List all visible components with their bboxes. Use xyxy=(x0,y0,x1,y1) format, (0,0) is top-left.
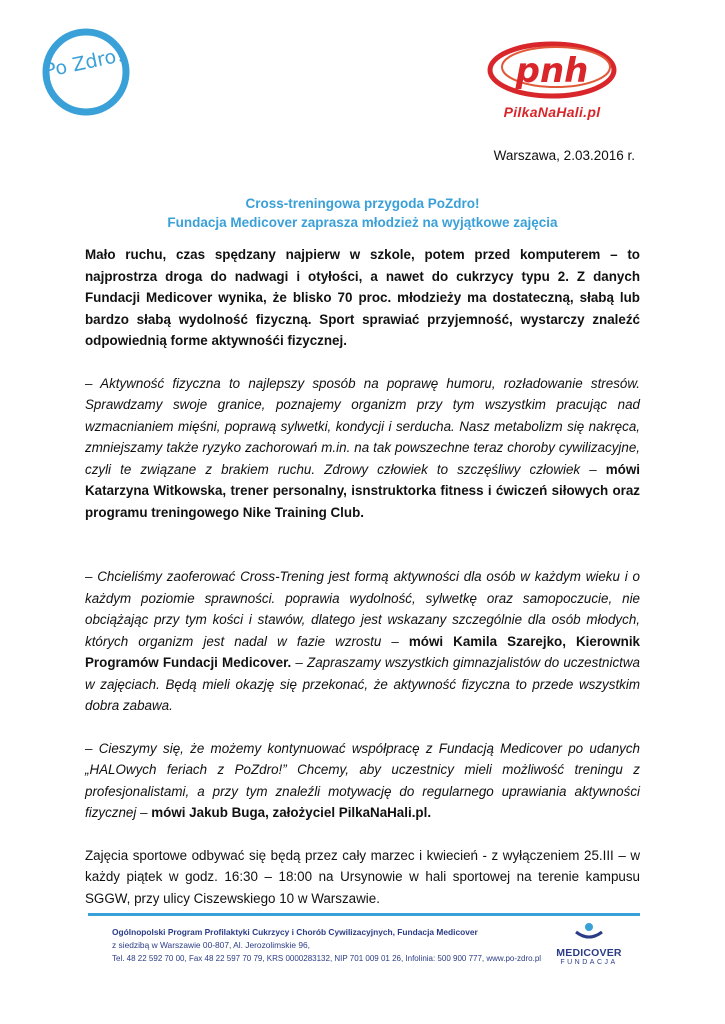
quote-3-text: – Cieszymy się, że możemy kontynuować współpracę z Fundacją Medicover po udanych „HALOwych feriach z PoZdro!” Chcemy, aby uczestnicy mieli możliwość treningu z profesjonalistami, a przy tym znaleźli motywację do regularnego uprawiania aktywności fizycznej – xyxy=(85,740,640,820)
footer-line-3: Tel. 48 22 592 70 00, Fax 48 22 597 70 79, KRS 0000283132, NIP 701 009 01 26, Infolinia: 500 900 777, www.po-zdro.pl xyxy=(112,954,542,963)
pnh-logo-caption: PilkaNaHali.pl xyxy=(503,104,601,120)
medicover-emblem-icon xyxy=(574,922,604,940)
quote-2-attribution: mówi Kamila Szarejko, Kierownik Programów Fundacji Medicover. xyxy=(85,633,640,670)
medicover-logo-name: MEDICOVER xyxy=(556,947,622,959)
pozdro-logo-graphic xyxy=(40,26,132,118)
pozdro-logo xyxy=(40,26,132,118)
pnh-logo-mark: pnh xyxy=(515,51,589,91)
paragraph-spacer xyxy=(85,544,640,566)
headline-line-1: Cross-treningowa przygoda PoZdro! xyxy=(245,196,480,211)
lead-paragraph: Mało ruchu, czas spędzany najpierw w szkole, potem przed komputerem – to najprostrza droga do nadwagi i otyłości, a nawet do cukrzycy typu 2. Z danych Fundacji Medicover wynika, że blisko 70 proc. młodzieży ma dostateczną, słabą lub bardzo słabą wydolność fizyczną. Sport sprawiać przyjemność, wystarczy znaleźć odpowiednią forme aktywnośći fizycznej. xyxy=(85,247,640,348)
quote-2-tail: – Zapraszamy wszystkich gimnazjalistów do uczestnictwa w zajęciach. Będą mieli okazję się przekonać, że aktywność fizyczna to przede wszystkim dobra zabawa. xyxy=(85,655,640,713)
footer-address xyxy=(112,926,542,965)
document-body xyxy=(85,244,640,930)
quote-3-attribution: mówi Jakub Buga, założyciel PilkaNaHali.pl. xyxy=(147,805,432,820)
quote-paragraph-1 xyxy=(85,373,640,524)
pilkanahali-logo xyxy=(472,40,652,130)
footer-divider xyxy=(88,913,640,916)
quote-1-attribution: mówi Katarzyna Witkowska, trener personalny, isnstruktorka fitness i ćwiczeń siłowych oraz programu treningowego Nike Training Club. xyxy=(85,461,640,520)
pnh-logo-graphic xyxy=(472,40,632,102)
headline-line-2: Fundacja Medicover zaprasza młodzież na wyjątkowe zajęcia xyxy=(167,215,558,230)
footer-line-1: Ogólnopolski Program Profilaktyki Cukrzycy i Chorób Cywilizacyjnych, Fundacja Medicover xyxy=(112,927,478,937)
footer-line-2: z siedzibą w Warszawie 00-807, Al. Jerozolimskie 96, xyxy=(112,940,310,950)
medicover-logo xyxy=(548,922,630,972)
quote-paragraph-2 xyxy=(85,566,640,717)
document-headline xyxy=(85,194,640,232)
document-date: Warszawa, 2.03.2016 r. xyxy=(493,148,635,163)
quote-1-text: – Aktywność fizyczna to najlepszy sposób na poprawę humoru, rozładowanie stresów. Sprawdzamy swoje granice, poznajemy organizm przy tym wszystkim pracując nad wzmacnianiem mięśni, poprawą sylwetki, kondycji i serducha. Nasz metabolizm się nakręca, zmniejszamy także ryzyko zachorowań m.in. na tak powszechne teraz choroby cywilizacyjne, czyli te związane z brakiem ruchu. Zdrowy człowiek to szczęśliwy człowiek – xyxy=(85,375,640,477)
medicover-logo-sub: FUNDACJA xyxy=(560,959,618,966)
closing-paragraph: Zajęcia sportowe odbywać się będą przez cały marzec i kwiecień - z wyłączeniem 25.III – w każdy piątek w godz. 16:30 – 18:00 na Ursynowie w hali sportowej na terenie kampusu SGGW, przy ulicy Ciszewskiego 10 w Warszawie. xyxy=(85,847,640,906)
pozdro-logo-text: Po Zdro! xyxy=(42,44,126,83)
quote-2-text: – Chcieliśmy zaoferować Cross-Trening jest formą aktywności dla osób w każdym wieku i o każdym poziomie sprawności. poprawia wydolność, sylwetkę oraz samopoczucie, nie obciążając przy tym kości i stawów, dlatego jest wskazany szczególnie dla osób młodych, których organizm jest nadal w fazie wzrostu – xyxy=(85,569,640,649)
quote-paragraph-3 xyxy=(85,738,640,824)
